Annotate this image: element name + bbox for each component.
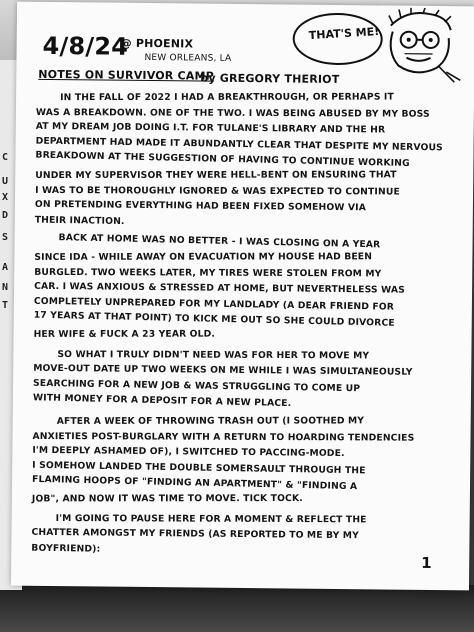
text-line: JOB", AND NOW IT WAS TIME TO MOVE. TICK TOCK. [31, 492, 303, 505]
text-line: COMPLETELY UNPREPARED FOR MY LANDLADY (A DEAR FRIEND FOR [33, 295, 395, 313]
text-line: I WAS TO BE THOROUGHLY IGNORED & WAS EXPECTED TO CONTINUE [35, 184, 400, 198]
location-line-2: NEW ORLEANS, LA [144, 52, 232, 64]
text-line: SO WHAT I TRULY DIDN'T NEED WAS FOR HER TO MOVE MY [57, 348, 370, 361]
text-line: SEARCHING FOR A NEW JOB & WAS STRUGGLING TO COME UP [32, 377, 361, 395]
text-line: BURGLED. TWO WEEKS LATER, MY TIRES WERE STOLEN FROM MY [34, 266, 382, 279]
text-line: BACK AT HOME WAS NO BETTER - I WAS CLOSING ON A YEAR [58, 232, 381, 251]
underlying-letter: T [2, 300, 9, 311]
underlying-letter: N [2, 282, 9, 293]
author-line: by GREGORY THERIOT [200, 71, 340, 86]
text-line: ANXIETIES POST-BURGLARY WITH A RETURN TO HOARDING TENDENCIES [32, 430, 415, 444]
self-portrait-doodle [376, 7, 467, 88]
text-line: SINCE IDA - WHILE AWAY ON EVACUATION MY HOUSE HAD BEEN [34, 251, 373, 263]
text-line: AFTER A WEEK OF THROWING TRASH OUT (I SOOTHED MY [56, 415, 365, 427]
underlying-letter: S [2, 232, 9, 243]
text-line: BOYFRIEND): [31, 542, 101, 555]
handwritten-page [11, 2, 474, 591]
text-line: MOVE-OUT DATE UP TWO WEEKS ON ME WHILE I WAS SIMULTANEOUSLY [33, 362, 413, 378]
underlying-letter: X [2, 192, 9, 203]
text-line: CAR. I WAS ANXIOUS & STRESSED AT HOME, BUT NEVERTHELESS WAS [34, 280, 406, 296]
speech-bubble-text: THAT'S ME! [308, 24, 380, 43]
page-title: NOTES ON SURVIVOR CAMP [38, 67, 214, 83]
page-number: 1 [421, 553, 432, 572]
text-line: I SOMEHOW LANDED THE DOUBLE SOMERSAULT THROUGH THE [32, 459, 366, 477]
text-line: CHATTER AMONGST MY FRIENDS (AS REPORTED TO ME BY MY [31, 526, 359, 542]
underlying-letter: C [2, 152, 9, 163]
text-line: UNDER MY SUPERVISOR THEY WERE HELL-BENT ON ENSURING THAT [35, 169, 397, 182]
text-line: DEPARTMENT HAD MADE IT ABUNDANTLY CLEAR THAT DESPITE MY NERVOUS [35, 135, 443, 154]
location-line-1: @ PHOENIX [120, 36, 194, 51]
underlying-letter: D [2, 210, 9, 221]
background-floor [0, 585, 474, 632]
underlying-letter: A [2, 262, 9, 273]
text-line: IN THE FALL OF 2022 I HAD A BREAKTHROUGH, OR PERHAPS IT [60, 91, 394, 104]
text-line: I'M GOING TO PAUSE HERE FOR A MOMENT & REFLECT THE [55, 512, 367, 525]
underlying-letter: U [2, 176, 9, 187]
text-line: THEIR INACTION. [34, 214, 125, 227]
text-line: AT MY DREAM JOB DOING I.T. FOR TULANE'S LIBRARY AND THE HR [35, 121, 386, 136]
text-line: FLAMING HOOPS OF "FINDING AN APARTMENT" & "FINDING A [31, 474, 358, 493]
text-line: ON PRETENDING EVERYTHING HAD BEEN FIXED SOMEHOW VIA [34, 199, 367, 214]
text-line: WITH MONEY FOR A DEPOSIT FOR A NEW PLACE. [32, 392, 292, 410]
text-line: I'M DEEPLY ASHAMED OF), I SWITCHED TO PACCING-MODE. [32, 444, 345, 460]
text-line: WAS A BREAKDOWN. ONE OF THE TWO. I WAS BEING ABUSED BY MY BOSS [35, 106, 430, 120]
text-line: HER WIFE & FUCK A 23 YEAR OLD. [33, 328, 216, 340]
text-line: BREAKDOWN AT THE SUGGESTION OF HAVING TO CONTINUE WORKING [35, 149, 410, 170]
text-line: 17 YEARS AT THAT POINT) TO KICK ME OUT SO SHE COULD DIVORCE [33, 309, 395, 330]
date: 4/8/24 [42, 31, 129, 61]
